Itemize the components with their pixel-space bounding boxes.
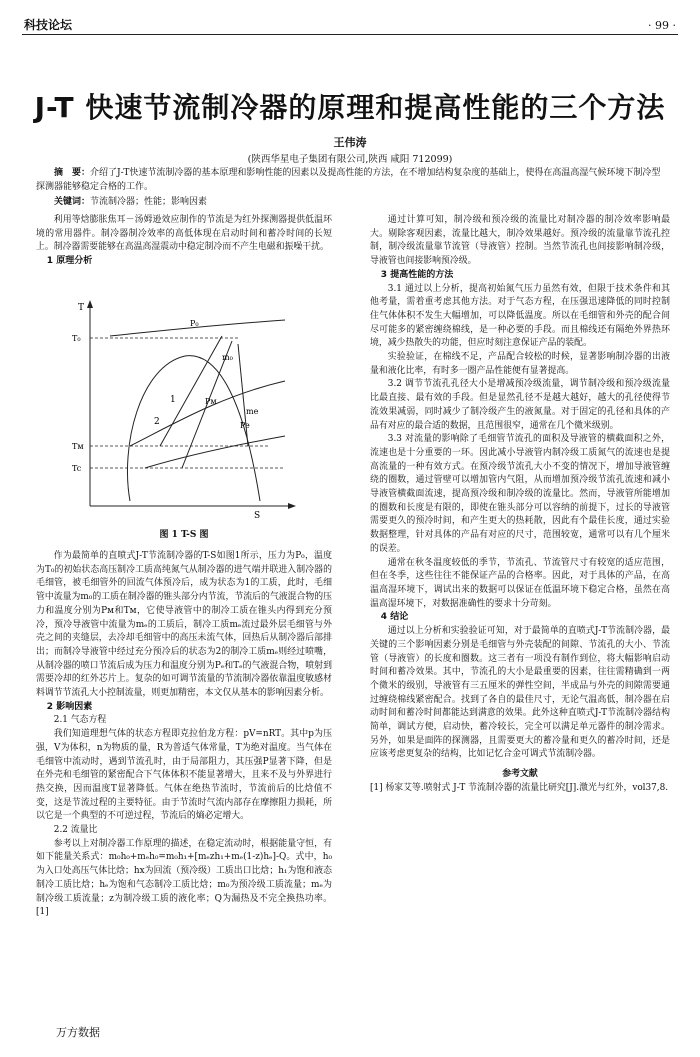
principle-paragraph: 作为最简单的直喷式J-T节流制冷器的T-S如图1所示，压力为P₀，温度为T₀的初始状态高压制冷工质高纯氮气从制冷器的进气端并联进入制冷器的毛细管，被毛细管外的回流气体预冷后，成为状态为1的工质，此时，毛细管中流量为m₀的工质在制冷器的锥头部分内节流，节流后的气液混合物的压力和温度分别为Pᴍ和Tᴍ，它使导液管中的制冷工质在锥头内得到充分预冷，预冷导液管中流量为mₑ的工质后，制冷工质mₑ流过最外层毛细管与外壳之间的夹缝层，去冷却毛细管中的高压未流气体，回热后从制冷器后部排出；而制冷导液管中经过充分预冷后的状态为2的制冷工质mₑ则经过喷嘴，从制冷器的喷口节流后成为压力和温度分别为Pₑ和Tₑ的气液混合物，喷射到需要冷却的红外芯片上。复杂的如可调节流量的节流制冷器依靠温度敏感材料调节节流孔大小控制流量，则更加精密，本文仅从基本的影响因素分析。 (36, 551, 332, 699)
s-axis-arrow (288, 503, 296, 509)
paper-title: J-T 快速节流制冷器的原理和提高性能的三个方法 (34, 91, 666, 124)
reference-item: [1] 杨家艾等.喷射式 J-T 节流制冷器的流量比研究[J].激光与红外，vol37,8. (370, 782, 669, 793)
subsection-heading: 2.2 流量比 (53, 825, 98, 836)
p0-label: P₀ (190, 319, 199, 328)
figure-caption: 图 1 T-S 图 (159, 530, 209, 540)
flow-ratio-paragraph: 参考以上对制冷器工作原理的描述，在稳定流动时，根据能量守恒，有如下能量关系式：m₀h₀+mₑh₀=m₀h₁+[mₑzh₁+mₑ(1-z)hₑ]-Q。式中，h₀为入口处高压气体比焓；hx为回流（预冷级）工质出口比焓；h₁为饱和液态制冷工质比焓；hₑ为饱和气态制冷工质比焓；m₀为预冷级工质流量；mₑ为制冷级工质流量；z为制冷级工质的液化率；Q为漏热及不完全换热功率。[1] (36, 838, 332, 918)
right-column (370, 214, 670, 796)
left-column-bottom (36, 550, 332, 920)
keywords-label: 关键词： (54, 197, 91, 207)
affiliation: (陕西华星电子集团有限公司,陕西 咸阳 712099) (247, 154, 453, 165)
t-axis-arrow (87, 300, 93, 308)
paragraph: 通过计算可知，制冷级和预冷级的流量比对制冷器的制冷效率影响最大。剔除客观因素，流量比越大，制冷效果越好。预冷级的流量靠节流孔控制，制冷级流量靠节流管（导液管）控制。当然节流孔也间接影响制冷级，导液管也间接影响预冷级。 (370, 215, 670, 267)
section-heading: 1 原理分析 (46, 256, 93, 267)
section-heading: 2 影响因素 (46, 701, 93, 712)
intro-paragraph: 利用等焓膨胀焦耳－汤姆逊效应制作的节流是为红外探测器提供低温环境的常用器件。制冷器制冷效率的高低体现在启动时间和蓄冷时间的长短上。制冷器需要能够在高温高湿震动中稳定制冷而不产生电磁和振噪干扰。 (36, 215, 332, 253)
m0-label: m₀ (222, 353, 233, 362)
tc-label: Tc (72, 464, 82, 473)
page-number: · 99 · (648, 19, 676, 32)
t-axis-label: T (78, 303, 85, 313)
section-heading: 4 结论 (380, 612, 409, 623)
keywords-text: 节流制冷器；性能；影响因素 (90, 197, 208, 207)
paragraph: 3.2 调节节流孔孔径大小是增减预冷级流量，调节制冷级和预冷级流量比最直接、最有效的手段。但是显然孔径不是越大越好，越大的孔径使得节流效果减弱，同时减少了制冷级产生的液氮量。对于固定的孔径和具体的产品有对应的最合适的数据，且范围很窄，通常在几个微米级别。 (370, 379, 670, 431)
paragraph: 通常在秋冬温度较低的季节，节流孔、节流管尺寸有较宽的适应范围，但在冬季，这些往往不能保证产品的合格率。因此，对于具体的产品，在高温高湿环境下，调试出来的数据可以保证在低温环境下稳定合格，虽然在高温高湿环境下，对数据准确性的要求十分苛刻。 (370, 557, 670, 609)
paragraph: 实验验证，在棉线不足，产品配合较松的时候，显著影响制冷器的出液量和液化比率，有时多一圈产品性能便有显著提高。 (370, 352, 670, 376)
state-1-label: 1 (170, 395, 176, 405)
subsection-heading: 2.1 气态方程 (53, 715, 107, 726)
author: 王伟涛 (333, 136, 367, 149)
keywords (36, 195, 666, 209)
isobar-pe (145, 436, 285, 468)
ts-diagram (70, 296, 300, 524)
abstract (36, 166, 666, 194)
paragraph: 3.3 对流量的影响除了毛细管节流孔的面积及导液管的横截面积之外，流速也是十分重要的一环。因此减小导液管内制冷级工质氮气的流速也是提高流量的一种有效方式。在预冷级节流孔大小不变的情况下，增加导液管缠绕的圈数，通过管壁可以增加管内气阻，从而增加预冷级节流孔流速和减小导液管横截面流速，提高预冷级和制冷级的流量比。然而，导液管所能增加的圈数和长度是有限的，即使在锥头部分可以容纳的前提下，过长的导液管需要更久的预冷时间，和产生更大的热耗散，因此有个最佳长度，通过实验数据整理，针对具体的产品有对应的尺寸，范围较宽，通常可以有几个厘米的误差。 (370, 434, 670, 554)
conclusion-paragraph: 通过以上分析和实验验证可知，对于最简单的直喷式J-T节流制冷器，最关键的三个影响因素分别是毛细管与外壳装配的间隙、节流孔的大小、节流管（导液管）的长度和圈数。这三者有一项没有制作到位，将大幅影响启动时间和蓄冷效果。其中，节流孔的大小是最重要的因素，往往需精确到一两个微米的级别，导液管有三五厘米的弹性空间，半成品与外壳的间隙需要通过缠绕棉线紧密配合。找到了各自的最佳尺寸，无论气温高低，制冷器在启动时间和蓄冷时间都能达到满意的效果。此外这种直喷式J-T节流制冷器结构简单，调试方便，启动快，蓄冷较长，完全可以满足单元器件的制冷需求。另外，如果是面阵的探测器，且需要更大的蓄冷量和更久的蓄冷时间，还是应该考虑更复杂的结构，比如记忆合金可调式节流制冷器。 (370, 626, 670, 760)
t0-label: T₀ (72, 334, 81, 343)
state-2-label: 2 (154, 417, 160, 427)
paragraph: 3.1 通过以上分析，提高初始氮气压力虽然有效，但限于技术条件和其他考量，需着重考虑其他方法。对于气态方程，在压强迅速降低的同时控制住气体体积不发生大幅增加，可以降低温度。所以在毛细管和外壳的配合间尽可能多的紧密缠绕棉线，是一种必要的手段。而且棉线还有隔绝外界热环境，减少热散失的功能，但应时刻注意保证产品的装配。 (370, 283, 670, 349)
running-header (22, 14, 678, 35)
pe-label: Pe (240, 421, 250, 430)
me-label: me (246, 407, 259, 416)
abstract-text: 介绍了J-T快速节流制冷器的基本原理和影响性能的因素以及提高性能的方法，在不增加结构复杂度的基础上，使得在高温高湿气候环境下制冷型探测器能够稳定合格的工作。 (36, 168, 661, 192)
abstract-label: 摘 要： (54, 168, 91, 178)
column-name: 科技论坛 (24, 18, 73, 32)
s-axis-label: S (254, 511, 261, 521)
section-heading: 3 提高性能的方法 (380, 269, 454, 280)
left-column-top (36, 214, 332, 269)
references-heading: 参考文献 (502, 769, 538, 780)
isobar-pm (130, 381, 285, 446)
footer-watermark: 万方数据 (56, 1026, 100, 1039)
gas-equation-paragraph: 我们知道理想气体的状态方程即克拉伯龙方程：pV=nRT。其中p为压强，V为体积，n为物质的量，R为普适气体常量，T为绝对温度。当气体在毛细管中流动时，遇到节流孔时，由于局部阻力，其压强P显著下降，但是在外壳和毛细管的紧密配合下气体体积不能显著增大，且来不及与外界进行热交换，因而温度T显著降低。气体在绝热节流时，节流前后的比焓值不变，这是节流过程的主要特征。由于节流时气流内部存在摩擦阻力损耗，所以它是一个典型的不可逆过程，节流后的熵必定增大。 (36, 729, 332, 822)
tm-label: Tᴍ (72, 442, 84, 451)
pm-label: Pᴍ (205, 397, 217, 406)
